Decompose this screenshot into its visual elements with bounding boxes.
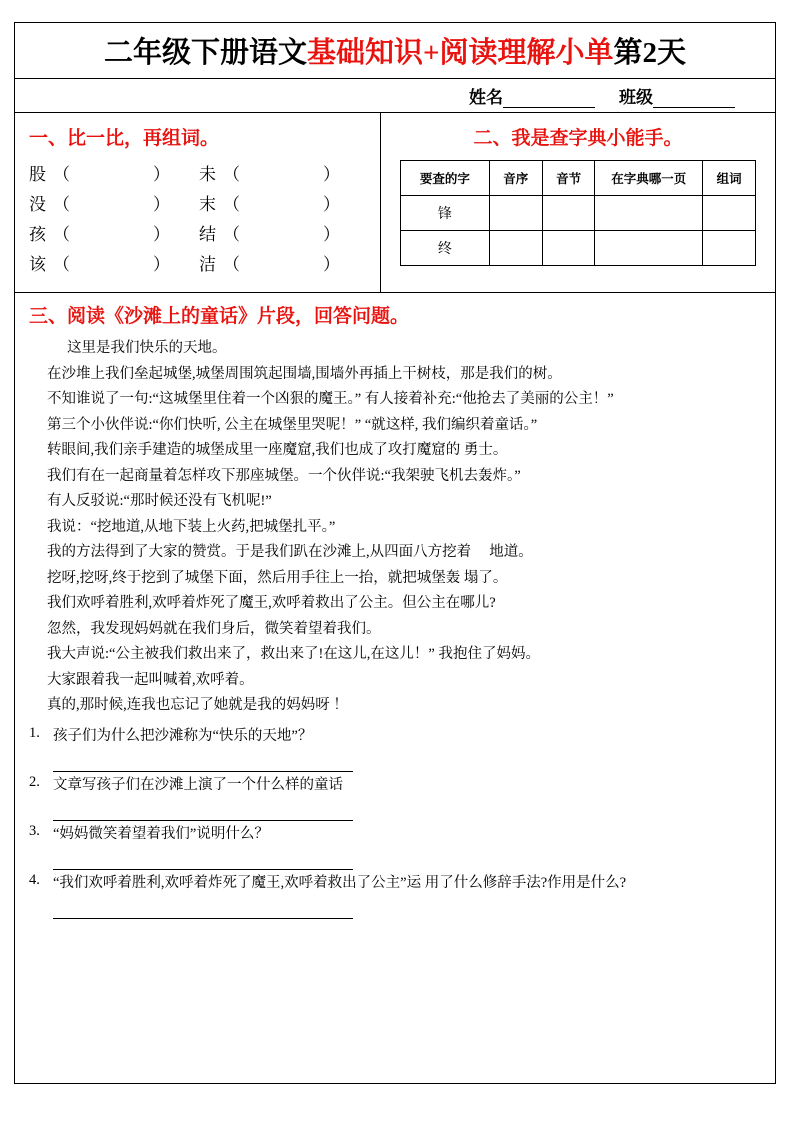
class-field[interactable] bbox=[619, 83, 735, 108]
row-char: 锋 bbox=[401, 196, 490, 231]
cell-syllable[interactable] bbox=[542, 196, 595, 231]
cizu-char: 结 bbox=[199, 225, 216, 244]
section-1 bbox=[15, 113, 381, 292]
question-item bbox=[29, 872, 759, 894]
passage-line: 我说：“挖地道,从地下装上火药,把城堡扎平。” bbox=[47, 518, 336, 535]
questions-list bbox=[29, 725, 759, 919]
paren-open: （ bbox=[223, 225, 240, 244]
passage-line: 不知谁说了一句:“这城堡里住着一个凶狠的魔王。” 有人接着补充:“他抢去了美丽的公主！” bbox=[47, 391, 614, 407]
name-label: 姓名 bbox=[469, 88, 503, 107]
cell-page[interactable] bbox=[595, 231, 703, 266]
sections-1-2 bbox=[15, 113, 775, 293]
question-text: “妈妈微笑着望着我们”说明什么？ bbox=[53, 825, 269, 842]
paren-open: （ bbox=[223, 165, 240, 184]
question-number: 2. bbox=[29, 773, 40, 790]
row-char: 终 bbox=[401, 231, 490, 266]
paren-close: ） bbox=[323, 225, 340, 244]
passage-line: 大家跟着我一起叫喊着,欢呼着。 bbox=[47, 671, 254, 688]
cizu-item[interactable] bbox=[199, 220, 369, 250]
passage-line: 我们有在一起商量着怎样攻下那座城堡。一个伙伴说:“我架驶飞机去轰炸。” bbox=[47, 467, 521, 484]
section-1-body bbox=[29, 160, 380, 280]
page-title bbox=[15, 23, 775, 79]
answer-line[interactable] bbox=[53, 847, 353, 870]
cizu-item[interactable] bbox=[199, 190, 369, 220]
worksheet-page bbox=[14, 22, 776, 1084]
section-3-heading: 三、阅读《沙滩上的童话》片段，回答问题。 bbox=[29, 306, 410, 327]
cizu-row bbox=[29, 250, 380, 280]
cizu-item[interactable] bbox=[199, 250, 369, 280]
paren-close: ） bbox=[153, 165, 170, 184]
passage-line: 我大声说:“公主被我们救出来了，救出来了!在这儿,在这儿！” 我抱住了妈妈。 bbox=[47, 646, 540, 662]
class-blank[interactable] bbox=[653, 92, 735, 108]
question-number: 3. bbox=[29, 822, 40, 839]
title-part-3: 第2天 bbox=[613, 37, 687, 69]
cizu-item[interactable] bbox=[29, 160, 199, 190]
cell-word[interactable] bbox=[703, 231, 756, 266]
answer-line[interactable] bbox=[53, 798, 353, 821]
cell-page[interactable] bbox=[595, 196, 703, 231]
student-info-row bbox=[15, 79, 775, 113]
passage-line: 我的方法得到了大家的赞赏。于是我们趴在沙滩上,从四面八方挖着 地道。 bbox=[47, 544, 533, 560]
table-row bbox=[401, 231, 756, 266]
section-2-heading: 二、我是查字典小能手。 bbox=[473, 128, 683, 149]
cizu-item[interactable] bbox=[199, 160, 369, 190]
paren-open: （ bbox=[53, 225, 70, 244]
passage-line: 我们欢呼着胜利,欢呼着炸死了魔王,欢呼着救出了公主。但公主在哪儿? bbox=[47, 595, 496, 611]
question-item bbox=[29, 823, 759, 845]
section-1-heading: 一、比一比，再组词。 bbox=[29, 128, 220, 149]
passage-line: 在沙堆上我们垒起城堡,城堡周围筑起围墙,围墙外再插上干树枝，那是我们的树。 bbox=[47, 365, 562, 382]
paren-open: （ bbox=[53, 195, 70, 214]
cell-word[interactable] bbox=[703, 196, 756, 231]
question-item bbox=[29, 725, 759, 747]
table-row bbox=[401, 196, 756, 231]
paren-close: ） bbox=[323, 255, 340, 274]
paren-close: ） bbox=[153, 195, 170, 214]
question-text: 孩子们为什么把沙滩称为“快乐的天地”？ bbox=[53, 727, 313, 744]
passage-line: 第三个小伙伴说:“你们快听, 公主在城堡里哭呢！” “就这样, 我们编织着童话。” bbox=[47, 416, 538, 433]
cizu-char: 该 bbox=[29, 255, 46, 274]
section-3 bbox=[15, 293, 775, 919]
cell-initial[interactable] bbox=[489, 196, 542, 231]
paren-open: （ bbox=[223, 255, 240, 274]
title-part-1: 二年级下册语文 bbox=[103, 37, 307, 69]
cizu-char: 孩 bbox=[29, 225, 46, 244]
col-header-syllable: 音节 bbox=[542, 161, 595, 196]
cizu-char: 没 bbox=[29, 195, 46, 214]
cizu-item[interactable] bbox=[29, 250, 199, 280]
class-label: 班级 bbox=[619, 88, 653, 107]
col-header-char: 要查的字 bbox=[401, 161, 490, 196]
question-number: 1. bbox=[29, 724, 40, 741]
passage-line: 忽然，我发现妈妈就在我们身后，微笑着望着我们。 bbox=[47, 620, 381, 637]
cizu-item[interactable] bbox=[29, 190, 199, 220]
title-part-2: 基础知识+阅读理解小单 bbox=[306, 37, 614, 69]
cizu-item[interactable] bbox=[29, 220, 199, 250]
question-item bbox=[29, 774, 759, 796]
paren-open: （ bbox=[53, 255, 70, 274]
cell-syllable[interactable] bbox=[542, 231, 595, 266]
name-field[interactable] bbox=[469, 83, 595, 108]
question-number: 4. bbox=[29, 871, 40, 888]
cizu-row bbox=[29, 160, 380, 190]
passage-line: 转眼间,我们亲手建造的城堡成里一座魔窟,我们也成了攻打魔窟的 勇士。 bbox=[47, 442, 508, 458]
cizu-char: 末 bbox=[199, 195, 216, 214]
dictionary-table bbox=[400, 160, 756, 266]
question-text: “我们欢呼着胜利,欢呼着炸死了魔王,欢呼着救出了公主”运 用了什么修辞手法?作用是什么? bbox=[53, 874, 627, 891]
answer-line[interactable] bbox=[53, 896, 353, 919]
col-header-initial: 音序 bbox=[489, 161, 542, 196]
cizu-char: 股 bbox=[29, 165, 46, 184]
passage-line: 真的,那时候,连我也忘记了她就是我的妈妈呀 ！ bbox=[47, 697, 348, 713]
cizu-char: 未 bbox=[199, 165, 216, 184]
passage-line: 这里是我们快乐的天地。 bbox=[67, 340, 227, 356]
cell-initial[interactable] bbox=[489, 231, 542, 266]
paren-close: ） bbox=[323, 195, 340, 214]
cizu-row bbox=[29, 220, 380, 250]
col-header-page: 在字典哪一页 bbox=[595, 161, 703, 196]
reading-passage bbox=[29, 336, 759, 719]
paren-open: （ bbox=[53, 165, 70, 184]
passage-line: 挖呀,挖呀,终于挖到了城堡下面，然后用手往上一抬，就把城堡轰 塌了。 bbox=[47, 569, 508, 586]
table-header-row bbox=[401, 161, 756, 196]
col-header-word: 组词 bbox=[703, 161, 756, 196]
answer-line[interactable] bbox=[53, 749, 353, 772]
section-2 bbox=[381, 113, 775, 292]
passage-line: 有人反驳说:“那时候还没有飞机呢!” bbox=[47, 493, 272, 509]
paren-close: ） bbox=[323, 165, 340, 184]
paren-close: ） bbox=[153, 225, 170, 244]
paren-close: ） bbox=[153, 255, 170, 274]
cizu-row bbox=[29, 190, 380, 220]
cizu-char: 洁 bbox=[199, 255, 216, 274]
name-blank[interactable] bbox=[503, 92, 595, 108]
question-text: 文章写孩子们在沙滩上演了一个什么样的童话 bbox=[53, 776, 343, 793]
paren-open: （ bbox=[223, 195, 240, 214]
